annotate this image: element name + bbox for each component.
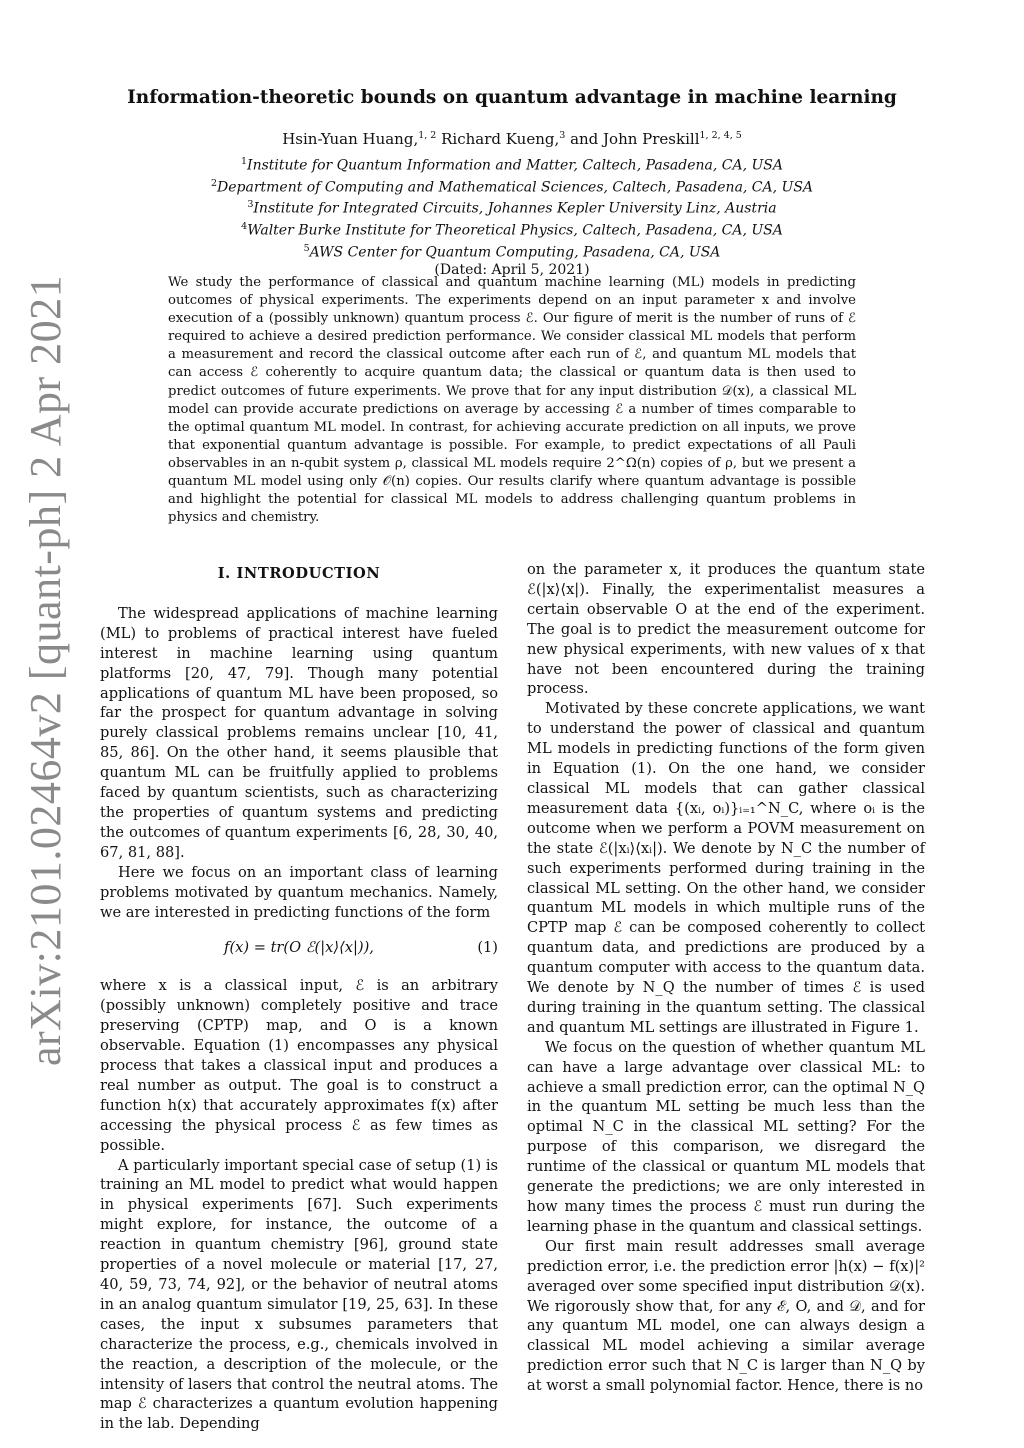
affiliation: $^1$Institute for Quantum Information and Matter, Caltech, Pasadena, CA, USA [241,156,783,174]
affiliation: $^4$Walter Burke Institute for Theoretical Physics, Caltech, Pasadena, CA, USA [241,220,783,239]
author-affil-mark: 3 [559,130,566,141]
equation-1 [100,938,498,960]
paragraph: We focus on the question of whether quantum ML can have a large advantage over classical ML: to achieve a small prediction error, can the optimal N_Q in the quantum ML setting be much less than the optimal N_C in the classical ML setting? For the purpose of this comparison, we disregard the runtime of the classical or quantum ML models that generate the predictions; we are only interested in how many times the process ℰ must run during the learning phase in the quantum and classical settings. [527,1038,925,1235]
right-column [527,560,925,1396]
affiliation: $^2$Department of Computing and Mathematical Sciences, Caltech, Pasadena, CA, USA [210,177,814,196]
date-line: (Dated: April 5, 2021) [434,262,590,279]
paragraph: The widespread applications of machine learning (ML) to problems of practical interest have fueled interest in machine learning using quantum platforms [20, 47, 79]. Though many potential applications of quantum ML have been proposed, so far the prospect for quantum advantage in solving purely classical problems remains unclear [10, 41, 85, 86]. On the other hand, it seems plausible that quantum ML can be fruitfully applied to problems faced by quantum scientists, such as characterizing the properties of quantum systems and predicting the outcomes of quantum experiments [6, 28, 30, 40, 67, 81, 88]. [100,604,498,861]
author-name: and John Preskill [570,130,700,148]
paragraph: on the parameter x, it produces the quantum state ℰ(|x⟩⟨x|). Finally, the experimentalist measures a certain observable O at the end of the experiment. The goal is to predict the measurement outcome for new physical experiments, with new values of x that have not been encountered during the training process. [527,561,925,698]
arxiv-sidebar [12,0,76,1448]
affiliation-list [100,153,924,261]
equation-body: f(x) = tr(O ℰ(|x⟩⟨x|)), [224,939,374,957]
paragraph: Our first main result addresses small average prediction error, i.e. the prediction error |h(x) − f(x)|² averaged over some specified input distribution 𝒟(x). We rigorously show that, for any ℰ, O, and 𝒟, and for any quantum ML model, one can always design a classical ML model achieving a similar average prediction error such that N_C is larger than N_Q by at worst a small polynomial factor. Hence, there is no [527,1237,925,1395]
author-name: Hsin-Yuan Huang, [282,130,419,148]
left-column [100,560,498,1434]
section-heading: I. INTRODUCTION [217,565,381,582]
author-name: Richard Kueng, [441,130,560,148]
affiliation: $^5$AWS Center for Quantum Computing, Pasadena, CA, USA [303,242,721,261]
paper-header [100,86,924,279]
author-affil-mark: 1, 2, 4, 5 [699,130,742,141]
paragraph: Motivated by these concrete applications, we want to understand the power of classical and quantum ML models in predicting functions of the form given in Equation (1). On the one hand, we consider classical ML models that can gather classical measurement data {(xᵢ, oᵢ)}ᵢ₌₁^N_C, where oᵢ is the outcome when we perform a POVM measurement on the state ℰ(|xᵢ⟩⟨xᵢ|). We denote by N_C the number of such experiments performed during training in the classical ML setting. On the other hand, we consider quantum ML models in which multiple runs of the CPTP map ℰ can be composed coherently to collect quantum data, and predictions are produced by a quantum computer with access to the quantum data. We denote by N_Q the number of times ℰ is used during training in the quantum setting. The classical and quantum ML settings are illustrated in Figure 1. [527,700,925,1036]
author-affil-mark: 1, 2 [418,130,437,141]
paragraph: where x is a classical input, ℰ is an arbitrary (possibly unknown) completely positive and trace preserving (CPTP) map, and O is a known observable. Equation (1) encompasses any physical process that takes a classical input and produces a real number as output. The goal is to construct a function h(x) that accurately approximates f(x) after accessing the physical process ℰ as few times as possible. [100,977,498,1154]
paragraph: Here we focus on an important class of learning problems motivated by quantum mechanics. Namely, we are interested in predicting functions of the form [100,863,498,921]
paragraph: A particularly important special case of setup (1) is training an ML model to predict what would happen in physical experiments [67]. Such experiments might explore, for instance, the outcome of a reaction in quantum chemistry [96], ground state properties of a novel molecule or material [17, 27, 40, 59, 73, 74, 92], or the behavior of neutral atoms in an analog quantum simulator [19, 25, 63]. In these cases, the input x subsumes parameters that characterize the process, e.g., chemicals involved in the reaction, a description of the molecule, or the intensity of lasers that control the neutral atoms. The map ℰ characterizes a quantum evolution happening in the lab. Depending [100,1156,498,1433]
abstract: We study the performance of classical and quantum machine learning (ML) models in predicting outcomes of physical experiments. The experiments depend on an input parameter x and involve execution of a (possibly unknown) quantum process ℰ. Our figure of merit is the number of runs of ℰ required to achieve a desired prediction performance. We consider classical ML models that perform a measurement and record the classical outcome after each run of ℰ, and quantum ML models that can access ℰ coherently to acquire quantum data; the classical or quantum data is then used to predict outcomes of future experiments. We prove that for any input distribution 𝒟(x), a classical ML model can provide accurate predictions on average by accessing ℰ a number of times comparable to the optimal quantum ML model. In contrast, for achieving accurate prediction on all inputs, we prove that exponential quantum advantage is possible. For example, to predict expectations of all Pauli observables in an n-qubit system ρ, classical ML models require 2^Ω(n) copies of ρ, but we present a quantum ML model using only 𝒪(n) copies. Our results clarify where quantum advantage is possible and highlight the potential for classical ML models to address challenging quantum problems in physics and chemistry. [168,275,856,526]
arxiv-identifier: arXiv:2101.02464v2 [quant-ph] 2 Apr 2021 [21,274,70,1066]
equation-number: (1) [477,939,498,957]
author-list [100,126,924,149]
paper-title: Information-theoretic bounds on quantum advantage in machine learning [127,87,897,108]
affiliation: $^3$Institute for Integrated Circuits, Johannes Kepler University Linz, Austria [247,199,777,217]
